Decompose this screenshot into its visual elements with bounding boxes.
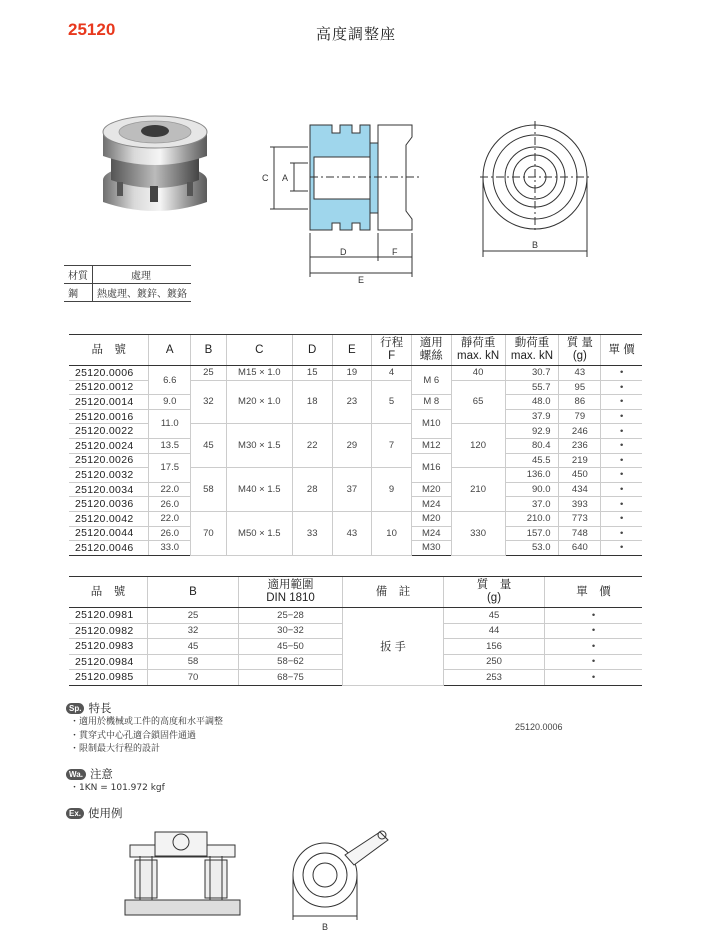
spec-table [69,334,642,556]
col-b: B [191,335,227,366]
col-weight: 質 量 (g) [444,577,545,608]
features-tag: Sp. [66,703,84,714]
wrench-table [69,576,642,686]
list-item: ・限制最大行程的設計 [70,744,161,754]
treatment-value: 熱處理、鍍鋅、鍍鉻 [93,284,192,302]
col-d: D [292,335,332,366]
caution-tag: Wa. [66,769,86,780]
dim-label-b: B [532,240,539,250]
dim-label-c: C [262,173,269,183]
product-code: 25120 [68,20,116,39]
caution-list [70,782,165,796]
note-cell: 扳 手 [343,608,444,686]
col-e: E [332,335,372,366]
example-tag: Ex. [66,808,84,819]
caution-heading: Wa. 注意 [66,766,113,782]
col-weight: 質 量 (g) [559,335,601,366]
table-row: 25120.0982 32 30−32 44 • [69,623,642,639]
table-row: 25120.0024 13.5 M12 80.4 236 • [69,438,642,453]
order-example: 25120.0006 [515,722,563,732]
features-list [70,716,223,757]
dim-label-a: A [282,173,289,183]
col-price: 單 價 [601,335,642,366]
table-row: 25120.0032 58 M40 × 1.5 28 37 9 210 136.0 450 • [69,468,642,483]
col-price: 單 價 [545,577,643,608]
dim-label-e: E [358,275,365,285]
col-part-no: 品 號 [69,577,148,608]
table-row: 25120.0012 32 M20 × 1.0 18 23 5 65 55.7 95 • [69,380,642,395]
col-a: A [149,335,191,366]
table-row: 25120.0044 26.0 M24 157.0 748 • [69,526,642,541]
table-row: 25120.0985 70 68−75 253 • [69,670,642,686]
col-static-load: 靜荷重 max. kN [451,335,505,366]
technical-drawing [240,105,600,285]
table-row: 25120.0046 33.0 M30 53.0 640 • [69,541,642,556]
page-title: 高度調整座 [315,25,396,43]
table-row: 25120.0036 26.0 M24 37.0 393 • [69,497,642,512]
col-c: C [226,335,292,366]
table-row: 25120.0022 45 M30 × 1.5 22 29 7 120 92.9 246 • [69,424,642,439]
col-note: 備 註 [343,577,444,608]
table-row: 25120.0042 22.0 70 M50 × 1.5 33 43 10 M20 330 210.0 773 • [69,511,642,526]
col-stroke: 行程 F [372,335,412,366]
dim-label-d: D [340,247,347,257]
list-item: ・貫穿式中心孔適合鎖固件通過 [70,730,197,741]
table-row: 25120.0034 22.0 M20 90.0 434 • [69,482,642,497]
list-item: ・1KN = 101.972 kgf [70,783,165,793]
col-b: B [148,577,239,608]
col-thread: 適用 螺絲 [411,335,451,366]
material-table [64,265,191,302]
dim-label-f: F [392,247,398,257]
material-value: 鋼 [64,284,93,302]
list-item: ・適用於機械或工件的高度和水平調整 [70,717,224,727]
col-dynamic-load: 動荷重 max. kN [505,335,559,366]
table-row: 25120.0984 58 58−62 250 • [69,654,642,670]
product-photo [95,110,215,222]
table-row: 25120.0014 9.0 M 8 48.0 86 • [69,395,642,410]
table-row: 25120.0006 6.6 25 M15 × 1.0 15 19 4 M 6 40 30.7 43 • [69,366,642,381]
material-header: 材質 [64,266,93,284]
col-range: 適用範圍 DIN 1810 [239,577,343,608]
table-row: 25120.0981 25 25−28 扳 手 45 • [69,608,642,624]
table-row: 25120.0016 11.0 M10 37.9 79 • [69,409,642,424]
example-heading: Ex. 使用例 [66,805,123,821]
table-row: 25120.0026 17.5 M16 45.5 219 • [69,453,642,468]
table-row: 25120.0983 45 45−50 156 • [69,639,642,655]
usage-example-drawing [120,820,540,935]
usage-label-b: B [322,922,329,932]
col-part-no: 品 號 [69,335,149,366]
treatment-header: 處理 [93,266,192,284]
features-heading: Sp. 特長 [66,700,111,716]
